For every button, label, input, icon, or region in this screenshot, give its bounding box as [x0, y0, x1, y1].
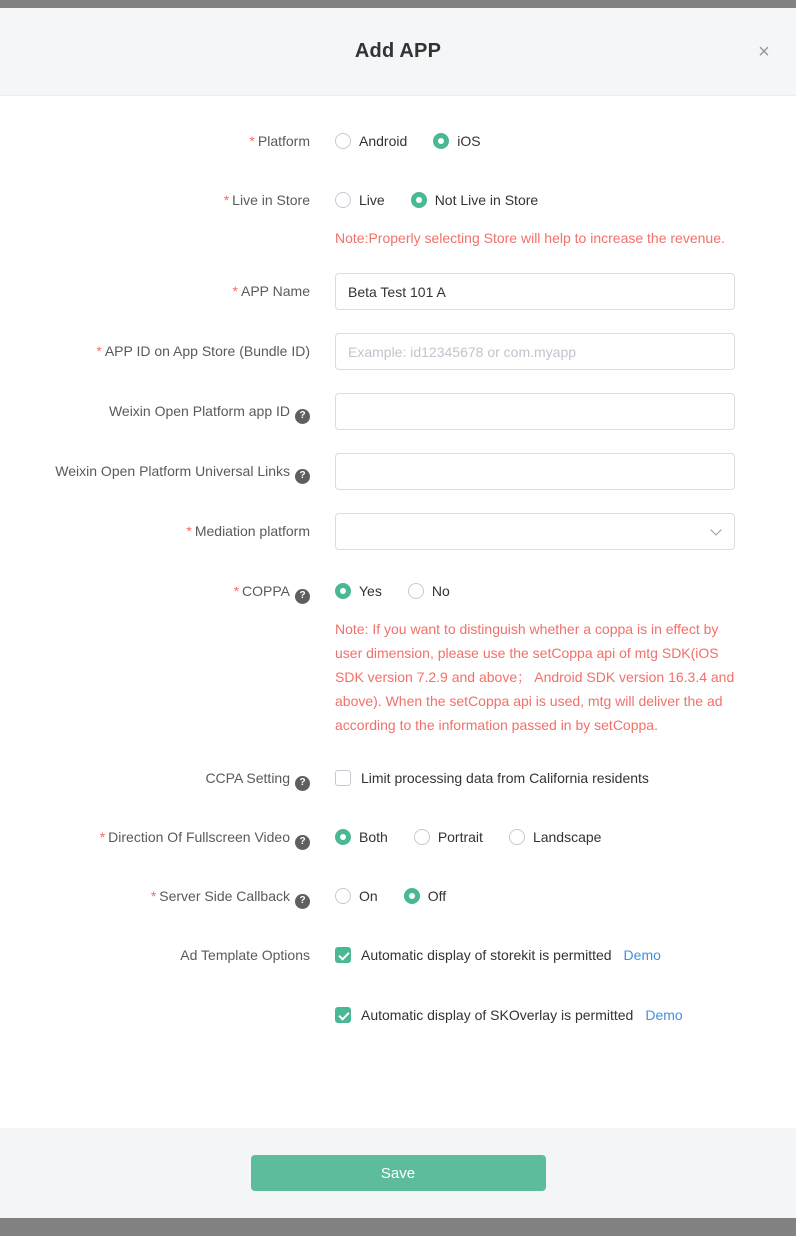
- modal-footer: [0, 1128, 796, 1218]
- app-name-input[interactable]: [335, 273, 735, 310]
- form-row-app-id: [0, 333, 796, 370]
- form-row-platform: [0, 123, 796, 159]
- radio-callback-on[interactable]: [335, 888, 378, 904]
- radio-label: Not Live in Store: [434, 192, 539, 208]
- direction-label: [0, 819, 310, 855]
- radio-label: Off: [427, 888, 447, 904]
- help-icon[interactable]: ?: [295, 835, 310, 850]
- radio-icon: [335, 888, 351, 904]
- storekit-demo-link[interactable]: Demo: [623, 947, 661, 963]
- form-row-weixin-app-id: [0, 393, 796, 430]
- app-id-label: [0, 333, 310, 370]
- radio-label: Portrait: [437, 829, 483, 845]
- platform-label-text: Platform: [257, 133, 310, 149]
- help-icon[interactable]: ?: [295, 589, 310, 604]
- radio-label: Android: [359, 133, 408, 149]
- checkbox-icon: [335, 947, 351, 963]
- required-marker: *: [249, 133, 255, 149]
- radio-label: Landscape: [532, 829, 602, 845]
- close-icon[interactable]: ×: [750, 38, 778, 66]
- modal-title: Add APP: [354, 40, 442, 62]
- radio-icon: [408, 583, 424, 599]
- app-id-label-text: APP ID on App Store (Bundle ID): [104, 343, 310, 359]
- live-in-store-note: Note:Properly selecting Store will help to increase the revenue.: [335, 230, 725, 246]
- radio-live[interactable]: [335, 192, 385, 208]
- checkbox-label: Automatic display of storekit is permitted: [361, 947, 612, 963]
- radio-label: Both: [359, 829, 388, 845]
- mediation-platform-select[interactable]: [335, 513, 735, 550]
- radio-icon: [335, 192, 351, 208]
- radio-icon: [411, 192, 427, 208]
- radio-platform-android[interactable]: [335, 133, 407, 149]
- weixin-app-id-label: [0, 393, 310, 430]
- page-background-top: [0, 0, 796, 8]
- coppa-label-text: COPPA: [242, 583, 290, 599]
- help-icon[interactable]: ?: [295, 894, 310, 909]
- weixin-universal-links-label: [0, 453, 310, 490]
- server-callback-label: [0, 878, 310, 914]
- help-icon[interactable]: ?: [295, 776, 310, 791]
- radio-label: Live: [359, 192, 385, 208]
- ccpa-label-text: CCPA Setting: [205, 770, 290, 786]
- modal-header: [0, 8, 796, 96]
- form-row-live-in-store: [0, 182, 796, 250]
- chevron-down-icon: [710, 524, 721, 535]
- radio-label: On: [359, 888, 378, 904]
- radio-icon: [509, 829, 525, 845]
- checkbox-label: Limit processing data from California residents: [361, 770, 649, 786]
- app-id-input[interactable]: [335, 333, 735, 370]
- ad-template-label-text: Ad Template Options: [180, 947, 310, 963]
- checkbox-icon: [335, 770, 351, 786]
- required-marker: *: [186, 523, 192, 539]
- ad-template-label: [0, 937, 310, 1033]
- radio-icon: [404, 888, 420, 904]
- coppa-note: Note: If you want to distinguish whether a coppa is in effect by user dimension, please use the setCoppa api of mtg SDK(iOS SDK version 7.2.9 and above； Android SDK version 16.3.4 and above). When the setCoppa api is used, mtg will deliver the ad according to the information passed in by setCoppa.: [335, 621, 735, 733]
- radio-not-live[interactable]: [411, 192, 539, 208]
- page-background-bottom: [0, 1218, 796, 1236]
- form-row-direction: [0, 819, 796, 855]
- radio-icon: [335, 829, 351, 845]
- form-row-weixin-universal-links: [0, 453, 796, 490]
- required-marker: *: [96, 343, 102, 359]
- checkbox-icon: [335, 1007, 351, 1023]
- ccpa-label: [0, 760, 310, 796]
- required-marker: *: [232, 283, 238, 299]
- weixin-universal-links-label-text: Weixin Open Platform Universal Links: [55, 463, 290, 479]
- help-icon[interactable]: ?: [295, 409, 310, 424]
- radio-coppa-no[interactable]: [408, 583, 450, 599]
- live-in-store-label-text: Live in Store: [232, 192, 310, 208]
- form-row-ad-template: [0, 937, 796, 1033]
- radio-icon: [414, 829, 430, 845]
- radio-icon: [335, 133, 351, 149]
- radio-icon: [433, 133, 449, 149]
- form-row-ccpa: [0, 760, 796, 796]
- radio-label: No: [431, 583, 450, 599]
- app-name-label: [0, 273, 310, 310]
- storekit-checkbox[interactable]: [335, 947, 612, 963]
- direction-label-text: Direction Of Fullscreen Video: [108, 829, 290, 845]
- help-icon[interactable]: ?: [295, 469, 310, 484]
- radio-direction-portrait[interactable]: [414, 829, 483, 845]
- coppa-label: [0, 573, 310, 737]
- live-in-store-label: [0, 182, 310, 250]
- weixin-universal-links-input[interactable]: [335, 453, 735, 490]
- platform-label: [0, 123, 310, 159]
- ccpa-checkbox[interactable]: [335, 770, 649, 786]
- radio-direction-landscape[interactable]: [509, 829, 602, 845]
- checkbox-label: Automatic display of SKOverlay is permitted: [361, 1007, 634, 1023]
- required-marker: *: [233, 583, 240, 599]
- required-marker: *: [150, 888, 157, 904]
- required-marker: *: [99, 829, 106, 845]
- weixin-app-id-label-text: Weixin Open Platform app ID: [108, 403, 290, 419]
- form-row-server-callback: [0, 878, 796, 914]
- radio-icon: [335, 583, 351, 599]
- radio-direction-both[interactable]: [335, 829, 388, 845]
- skoverlay-demo-link[interactable]: Demo: [645, 1007, 683, 1023]
- radio-callback-off[interactable]: [404, 888, 446, 904]
- mediation-platform-label: [0, 513, 310, 550]
- skoverlay-checkbox[interactable]: [335, 1007, 633, 1023]
- server-callback-label-text: Server Side Callback: [159, 888, 290, 904]
- form-row-coppa: [0, 573, 796, 737]
- add-app-form: [0, 96, 796, 1128]
- mediation-platform-label-text: Mediation platform: [194, 523, 310, 539]
- form-row-app-name: [0, 273, 796, 310]
- weixin-app-id-input[interactable]: [335, 393, 735, 430]
- app-name-label-text: APP Name: [241, 283, 310, 299]
- radio-label: Yes: [359, 583, 382, 599]
- radio-platform-ios[interactable]: [433, 133, 480, 149]
- radio-label: iOS: [457, 133, 481, 149]
- save-button[interactable]: Save: [251, 1155, 546, 1191]
- required-marker: *: [223, 192, 230, 208]
- radio-coppa-yes[interactable]: [335, 583, 382, 599]
- form-row-mediation-platform: [0, 513, 796, 550]
